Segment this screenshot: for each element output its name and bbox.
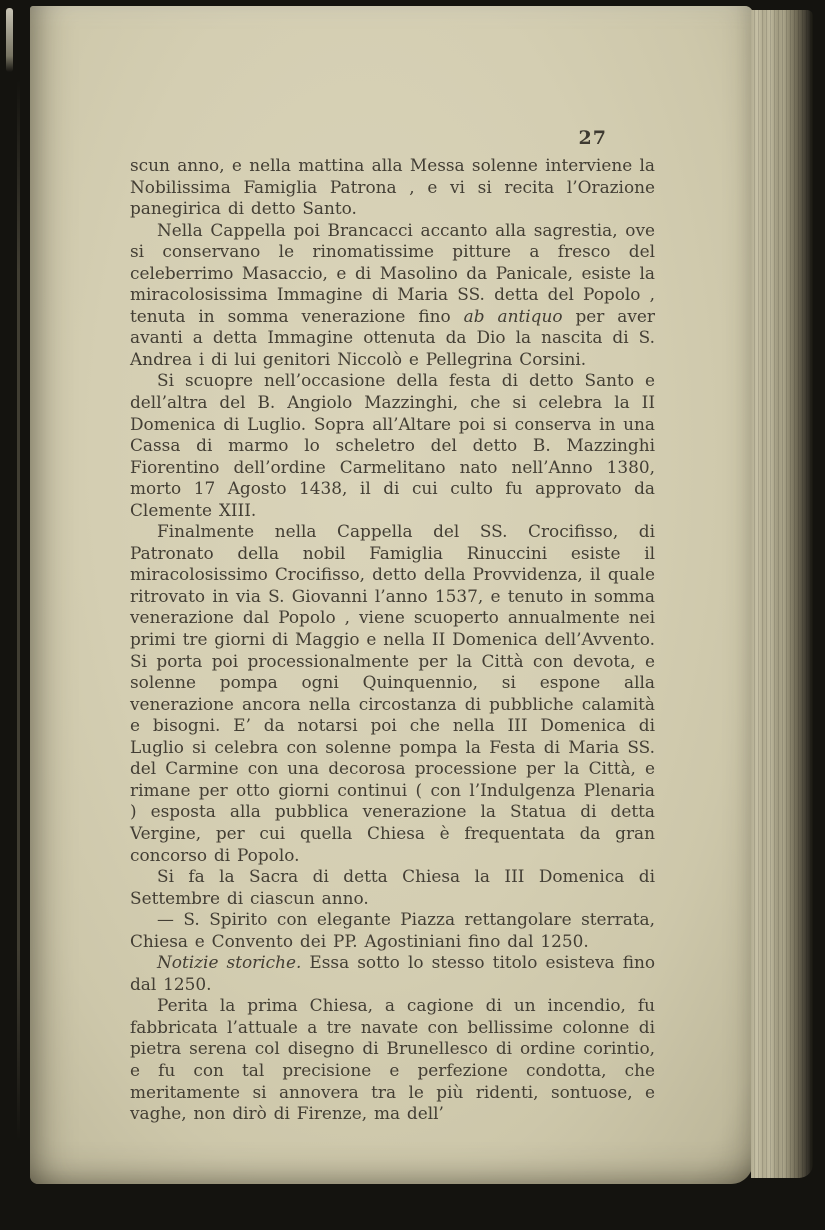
book-page: [30, 6, 753, 1184]
paragraph: [130, 995, 655, 1124]
paragraph: [130, 521, 655, 866]
text-segment: scun anno, e nella mattina alla Messa solenne interviene la Nobilissima Famiglia Patrona , e vi si recita l’Orazione panegirica di detto Santo.: [130, 155, 655, 219]
text-segment: Notizie storiche.: [157, 952, 302, 973]
book-spine: [17, 80, 20, 1140]
text-segment: per aver avanti a detta Immagine ottenuta da Dio la nascita di S. Andrea i di lui genitori Niccolò e Pellegrina Corsini.: [130, 305, 655, 369]
paragraph: [130, 155, 655, 220]
paragraph: [130, 866, 655, 909]
text-segment: Si fa la Sacra di detta Chiesa la III Domenica di Settembre di ciascun anno.: [130, 866, 655, 908]
paragraph: [130, 370, 655, 521]
paragraph: [130, 952, 655, 995]
page-text: [130, 155, 655, 1125]
text-segment: — S. Spirito con elegante Piazza rettangolare sterrata, Chiesa e Convento dei PP. Agostiniani fino dal 1250.: [130, 909, 655, 951]
text-segment: ab antiquo: [463, 305, 563, 326]
text-segment: Finalmente nella Cappella del SS. Crocifisso, di Patronato della nobil Famiglia Rinuccini esiste il miracolosissimo Crocifisso, detto della Provvidenza, il quale ritrovato in via S. Giovanni l’anno 1537, e tenuto in somma venerazione dal Popolo , viene scuoperto annualmente nei primi tre giorni di Maggio e nella II Domenica dell’Avvento. Si porta poi processionalmente per la Città con devota, e solenne pompa ogni Quinquennio, si espone alla venerazione ancora nella circostanza di pubbliche calamità e bisogni. E’ da notarsi poi che nella III Domenica di Luglio si celebra con solenne pompa la Festa di Maria SS. del Carmine con una decorosa processione per la Città, e rimane per otto giorni continui ( con l’Indulgenza Plenaria ) esposta alla pubblica venerazione la Statua di detta Vergine, per cui quella Chiesa è frequentata da gran concorso di Popolo.: [130, 521, 656, 865]
page-edges-stack: [751, 10, 813, 1178]
text-segment: Si scuopre nell’occasione della festa di detto Santo e dell’altra del B. Angiolo Mazzinghi, che si celebra la II Domenica di Luglio. Sopra all’Altare poi si conserva in una Cassa di marmo lo scheletro del detto B. Mazzinghi Fiorentino dell’ordine Carmelitano nato nell’Anno 1380, morto 17 Agosto 1438, il di cui culto fu approvato da Clemente XIII.: [130, 370, 655, 520]
page-number: 27: [578, 127, 607, 149]
text-segment: Perita la prima Chiesa, a cagione di un incendio, fu fabbricata l’attuale a tre navate con bellissime colonne di pietra serena col disegno di Brunellesco di ordine corintio, e fu con tal precisione e perfezione condotta, che meritamente si annovera tra le più ridenti, sontuose, e vaghe, non dirò di Firenze, ma dell’: [130, 995, 655, 1124]
text-segment: Nella Cappella poi Brancacci accanto alla sagrestia, ove si conservano le rinomatissime pitture a fresco del celeberrimo Masaccio, e di Masolino da Panicale, esiste la miracolosissima Immagine di Maria SS. detta del Popolo , tenuta in somma venerazione fino: [130, 219, 655, 326]
page-corner-highlight: [6, 8, 13, 72]
paragraph: [130, 220, 655, 371]
text-segment: Essa sotto lo stesso titolo esisteva fino dal 1250.: [130, 952, 656, 994]
paragraph: [130, 909, 655, 952]
